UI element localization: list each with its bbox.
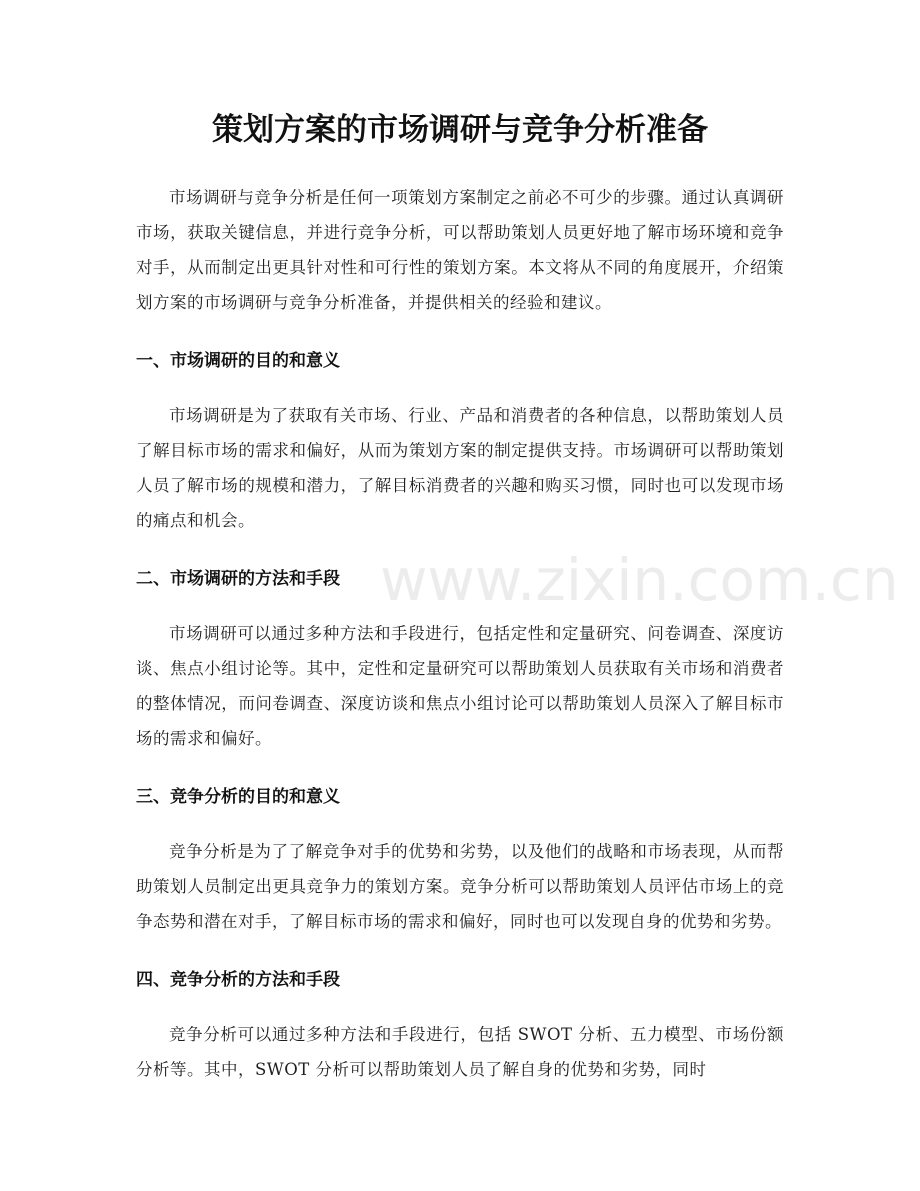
section-body-1: 市场调研是为了获取有关市场、行业、产品和消费者的各种信息，以帮助策划人员了解目标市场的需求和偏好，从而为策划方案的制定提供支持。市场调研可以帮助策划人员了解市场的规模和潜力，了解目标消费者的兴趣和购买习惯，同时也可以发现市场的痛点和机会。 — [136, 406, 784, 530]
document-body — [136, 180, 899, 1087]
section-body-3: 竞争分析是为了了解竞争对手的优势和劣势，以及他们的战略和市场表现，从而帮助策划人员制定出更具竞争力的策划方案。竞争分析可以帮助策划人员评估市场上的竞争态势和潜在对手，了解目标市场的需求和偏好，同时也可以发现自身的优势和劣势。 — [136, 842, 784, 931]
section-body-4: 竞争分析可以通过多种方法和手段进行，包括 SWOT 分析、五力模型、市场份额分析等。其中，SWOT 分析可以帮助策划人员了解自身的优势和劣势，同时 — [136, 1025, 784, 1079]
section-heading-3: 三、竞争分析的目的和意义 — [136, 787, 340, 807]
section-body-2: 市场调研可以通过多种方法和手段进行，包括定性和定量研究、问卷调查、深度访谈、焦点小组讨论等。其中，定性和定量研究可以帮助策划人员获取有关市场和消费者的整体情况，而问卷调查、深度访谈和焦点小组讨论可以帮助策划人员深入了解目标市场的需求和偏好。 — [136, 624, 784, 748]
section-heading-1: 一、市场调研的目的和意义 — [136, 351, 340, 371]
intro-paragraph: 市场调研与竞争分析是任何一项策划方案制定之前必不可少的步骤。通过认真调研市场，获取关键信息，并进行竞争分析，可以帮助策划人员更好地了解市场环境和竞争对手，从而制定出更具针对性和可行性的策划方案。本文将从不同的角度展开，介绍策划方案的市场调研与竞争分析准备，并提供相关的经验和建议。 — [136, 188, 784, 312]
watermark: www.zixin.com.cn — [380, 546, 899, 614]
section-heading-2: 二、市场调研的方法和手段 — [136, 569, 340, 589]
section-heading-4: 四、竞争分析的方法和手段 — [136, 970, 340, 990]
page-title: 策划方案的市场调研与竞争分析准备 — [212, 112, 708, 148]
